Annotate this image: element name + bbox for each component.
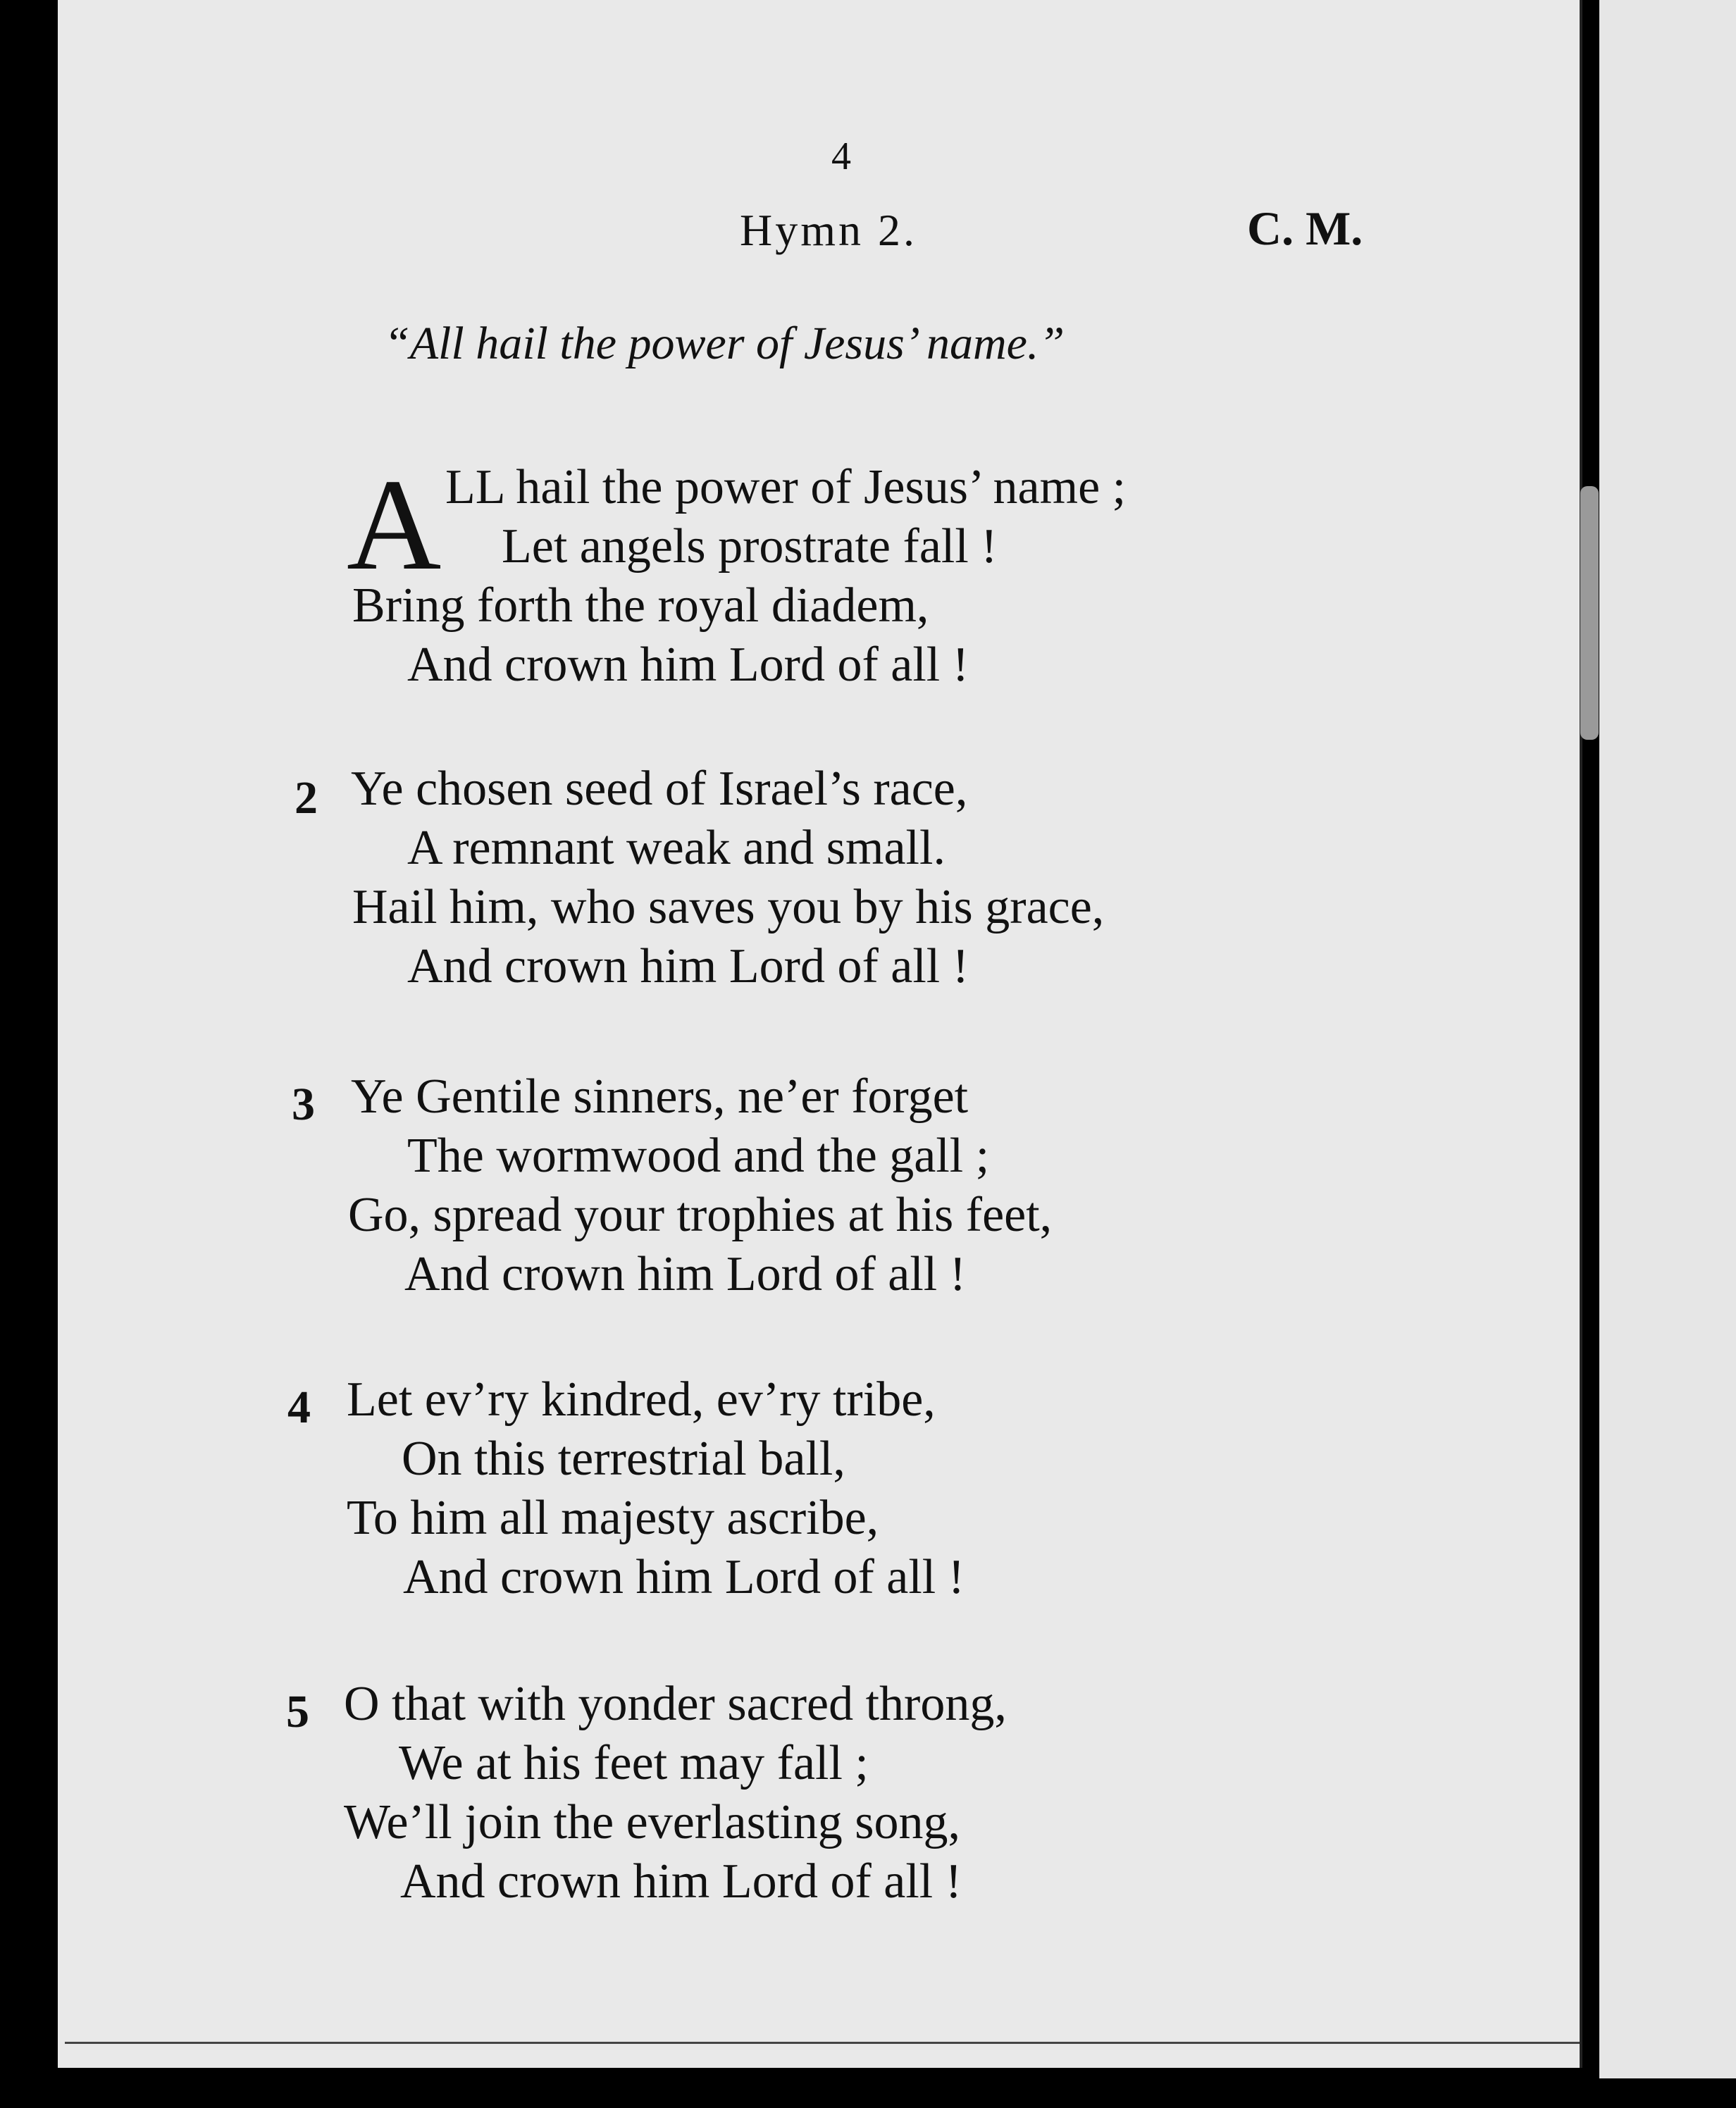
stanza-number: 4	[287, 1382, 311, 1433]
stanza-4-line-3: To him all majesty ascribe,	[347, 1491, 879, 1545]
hymn-first-line-heading: “All hail the power of Jesus’ name.”	[384, 318, 1065, 369]
stanza-3-line-2: The wormwood and the gall ;	[407, 1129, 990, 1183]
stanza-1-line-2: Let angels prostrate fall !	[502, 519, 998, 574]
drop-cap: A	[347, 452, 442, 597]
stanza-1-line-3: Bring forth the royal diadem,	[352, 578, 929, 633]
stanza-2-line-4: And crown him Lord of all !	[407, 939, 969, 993]
stanza-3-line-4: And crown him Lord of all !	[404, 1247, 967, 1301]
stanza-2-line-1: Ye chosen seed of Israel’s race,	[351, 762, 968, 816]
stanza-5-line-4: And crown him Lord of all !	[400, 1854, 962, 1909]
stanza-4-line-2: On this terrestrial ball,	[402, 1432, 845, 1486]
facing-page-edge	[1599, 0, 1736, 2078]
stanza-5-line-3: We’ll join the everlasting song,	[344, 1795, 960, 1849]
stanza-3-line-1: Ye Gentile sinners, ne’er forget	[351, 1070, 969, 1124]
stanza-number: 2	[294, 772, 318, 824]
stanza-2-line-3: Hail him, who saves you by his grace,	[352, 880, 1105, 934]
book-binding	[1580, 486, 1599, 740]
stanza-4-line-1: Let ev’ry kindred, ev’ry tribe,	[347, 1372, 936, 1427]
stanza-1-line-4: And crown him Lord of all !	[407, 638, 969, 692]
hymn-meter: C. M.	[1247, 202, 1363, 255]
stanza-5-line-1: O that with yonder sacred throng,	[344, 1677, 1007, 1731]
page-bottom-edge	[65, 2035, 1580, 2044]
hymn-title: Hymn 2.	[740, 205, 917, 255]
stanza-4-line-4: And crown him Lord of all !	[403, 1550, 965, 1604]
stanza-3-line-3: Go, spread your trophies at his feet,	[348, 1188, 1053, 1242]
stanza-1-line-1: LL hail the power of Jesus’ name ;	[445, 460, 1127, 514]
stanza-number: 3	[292, 1079, 315, 1130]
stanza-number: 5	[286, 1686, 309, 1737]
stanza-2-line-2: A remnant weak and small.	[407, 821, 946, 875]
stanza-5-line-2: We at his feet may fall ;	[399, 1736, 869, 1790]
page-number: 4	[831, 135, 851, 178]
